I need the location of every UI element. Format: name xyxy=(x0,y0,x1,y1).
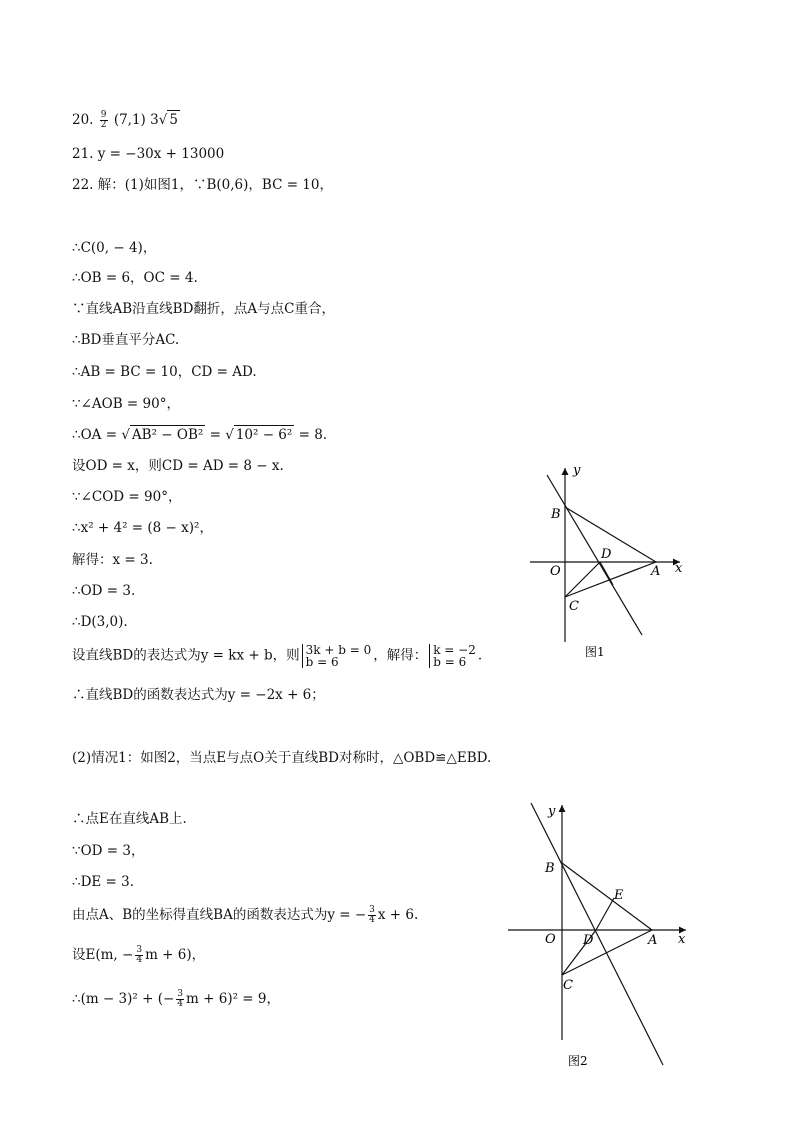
solution-line: ∴AB = BC = 10，CD = AD. xyxy=(72,364,257,380)
solution-line: ∵直线AB沿直线BD翻折，点A与点C重合， xyxy=(72,301,335,317)
label-x: x xyxy=(675,561,683,576)
answer-20 xyxy=(72,110,180,130)
label-o: O xyxy=(545,932,556,947)
solution-line: ∴直线BD的函数表达式为y = −2x + 6； xyxy=(72,687,325,703)
segment-de xyxy=(596,898,614,930)
solution-line-e: 设E(m, − $\frac{3}{4}$ m + 6)， xyxy=(72,945,206,965)
solution-line-ba: 由点A、B的坐标得直线BA的函数表达式为y = − $\frac{3}{4}$ x + 6. xyxy=(72,905,419,925)
sqrt-sign: √ xyxy=(158,112,168,128)
equation-system: 3k + b = 0 b = 6 xyxy=(302,644,372,668)
solution-line: (2)情况1：如图2，当点E与点O关于直线BD对称时，△OBD≌△EBD. xyxy=(72,750,492,766)
label-d: D xyxy=(583,933,594,948)
segment-ba xyxy=(562,863,652,930)
solution-line: ∴BD垂直平分AC. xyxy=(72,332,180,348)
segment-ca xyxy=(562,930,652,975)
solution-line: ∴D(3,0). xyxy=(72,614,128,630)
solution-line: ∵OD = 3， xyxy=(72,843,145,859)
point: (7,1) xyxy=(113,112,146,128)
answer-number: 20. xyxy=(72,112,94,128)
figure-1 xyxy=(525,460,695,665)
solution-line: ∵∠AOB = 90°， xyxy=(72,396,180,412)
solution-line: ∴OB = 6，OC = 4. xyxy=(72,270,198,286)
label-a: A xyxy=(651,564,661,579)
solution-line-system: 设直线BD的表达式为y = kx + b，则 3k + b = 0 b = 6 ，解得： k = −2 b = 6 . xyxy=(72,643,483,669)
solution-line: ∴C(0, − 4)， xyxy=(72,240,157,256)
label-o: O xyxy=(550,564,561,579)
solution-line-eq: ∴(m − 3)² + (− $\frac{3}{4}$ m + 6)² = 9， xyxy=(72,989,280,1009)
radicand: 5 xyxy=(169,112,178,128)
line-bd xyxy=(547,475,642,635)
label-d: D xyxy=(601,547,612,562)
solution-line: ∴DE = 3. xyxy=(72,874,135,890)
solution-line-oa: ∴OA = √ AB² − OB² = √ 10² − 6² = 8. xyxy=(72,427,328,443)
solution-line: ∴点E在直线AB上. xyxy=(72,811,187,827)
label-x: x xyxy=(678,932,686,947)
answer-22-intro: 22. 解：(1)如图1，∵B(0,6)，BC = 10， xyxy=(72,177,333,193)
label-y: y xyxy=(573,463,581,478)
coefficient: 3 xyxy=(150,112,159,128)
label-y: y xyxy=(548,804,556,819)
solution-line: ∵∠COD = 90°， xyxy=(72,489,182,505)
label-a: A xyxy=(648,933,658,948)
figure-2 xyxy=(500,795,700,1075)
answer-21: 21. y = −30x + 13000 xyxy=(72,146,225,162)
label-b: B xyxy=(551,507,561,522)
solution-line: ∴OD = 3. xyxy=(72,583,136,599)
fraction: $\frac{9}{2}$ xyxy=(100,110,107,130)
figure-caption: 图2 xyxy=(568,1054,588,1068)
label-b: B xyxy=(545,861,555,876)
segment-cd xyxy=(565,562,600,597)
label-c: C xyxy=(563,978,573,993)
solution-line: 解得：x = 3. xyxy=(72,552,153,568)
figure-caption: 图1 xyxy=(585,645,605,659)
label-e: E xyxy=(614,888,624,903)
solution-line: 设OD = x，则CD = AD = 8 − x. xyxy=(72,458,284,474)
solution-line: ∴x² + 4² = (8 − x)²， xyxy=(72,520,213,536)
equation-solution: k = −2 b = 6 xyxy=(429,644,476,668)
label-c: C xyxy=(569,599,579,614)
